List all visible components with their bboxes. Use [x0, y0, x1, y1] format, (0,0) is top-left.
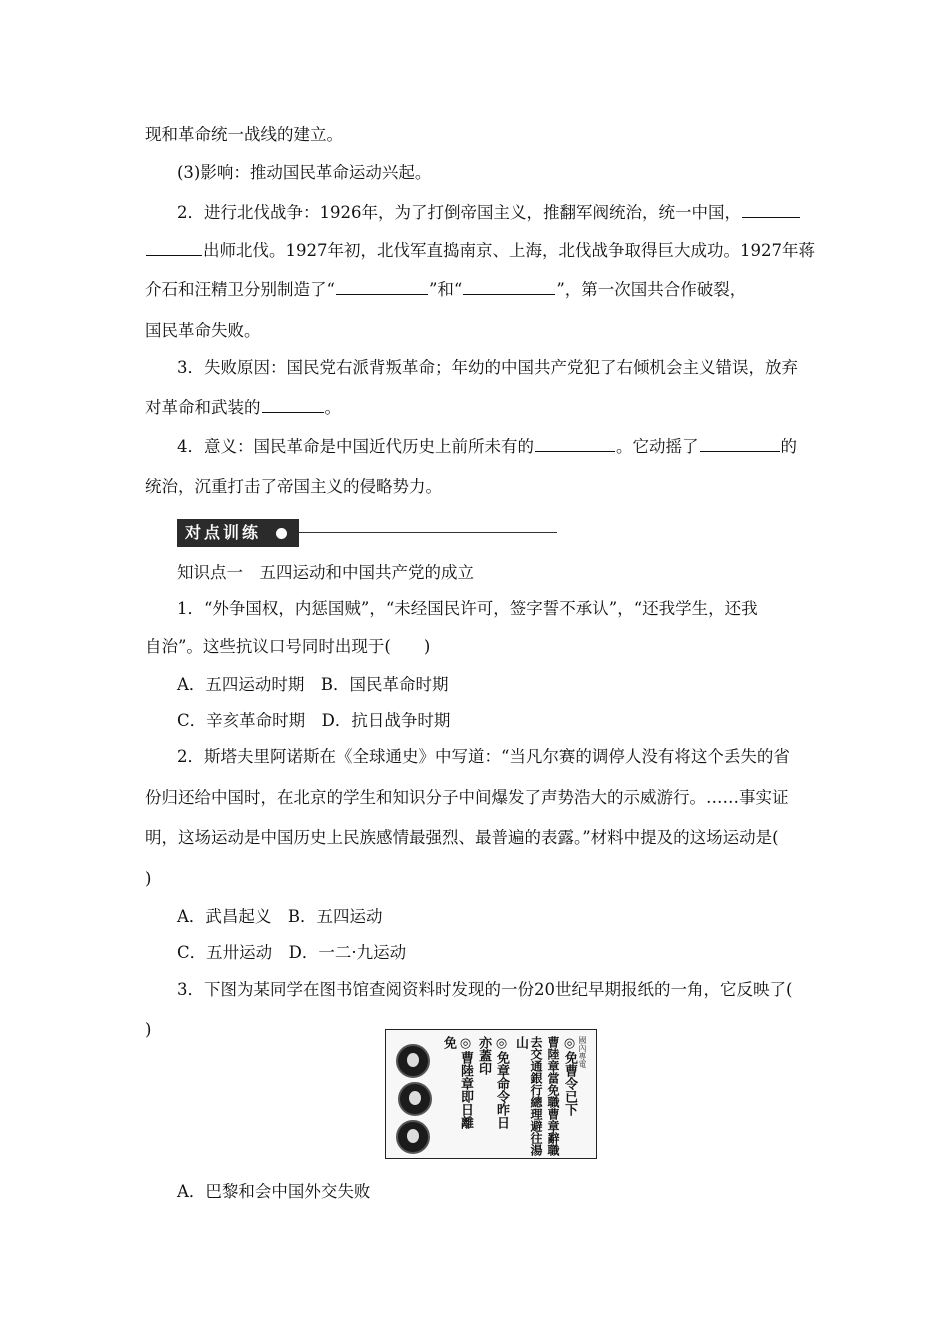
question-1-options-ab[interactable]: A．五四运动时期 B．国民革命时期 — [177, 675, 449, 694]
text-segment: 2．进行北伐战争：1926年，为了打倒帝国主义，推翻军阀统治，统一中国， — [177, 203, 741, 222]
paragraph-northern-expedition — [177, 202, 810, 224]
question-3-option-a[interactable]: A．巴黎和会中国外交失败 — [177, 1182, 371, 1201]
question-2-stem: 2．斯塔夫里阿诺斯在《全球通史》中写道：“当凡尔赛的调停人没有将这个丢失的省 — [177, 747, 790, 766]
answer-blank[interactable] — [535, 436, 615, 452]
portrait-photo — [396, 1120, 430, 1154]
bullet-dot-icon — [276, 528, 287, 539]
paragraph-significance — [177, 436, 842, 458]
text-segment: 出师北伐。1927年初，北伐军直捣南京、上海，北伐战争取得巨大成功。1927年蒋 — [203, 241, 815, 260]
knowledge-point-title: 知识点一 五四运动和中国共产党的成立 — [177, 563, 474, 582]
text-segment: 4．意义：国民革命是中国近代历史上前所未有的 — [177, 437, 534, 456]
newspaper-column: 國內專電 — [578, 1036, 587, 1068]
question-2-options-cd[interactable]: C．五卅运动 D．一二·九运动 — [177, 943, 407, 962]
newspaper-column: 曹陸章當免職曹章辭職 — [546, 1036, 560, 1156]
paragraph-line: 统治，沉重打击了帝国主义的侵略势力。 — [145, 477, 442, 496]
question-3-paren: ) — [145, 1020, 152, 1039]
paragraph-line: 国民革命失败。 — [145, 321, 261, 340]
portrait-photo — [396, 1044, 430, 1078]
newspaper-column: 山 — [513, 1036, 528, 1049]
question-1-stem-cont: 自治”。这些抗议口号同时出现于( ) — [145, 637, 431, 656]
paragraph-line — [145, 397, 810, 419]
answer-blank[interactable] — [463, 279, 555, 295]
answer-blank[interactable] — [336, 279, 428, 295]
question-1-options-cd[interactable]: C．辛亥革命时期 D．抗日战争时期 — [177, 711, 451, 730]
paragraph-line — [145, 240, 815, 262]
question-1-stem: 1．“外争国权，内惩国贼”，“未经国民许可，签字誓不承认”，“还我学生，还我 — [177, 599, 758, 618]
question-2-paren: ) — [145, 869, 152, 888]
newspaper-column: 去交通銀行總理避往湯 — [529, 1036, 543, 1156]
answer-blank[interactable] — [742, 202, 800, 218]
question-2-stem-cont: 明，这场运动是中国历史上民族感情最强烈、最普遍的表露。”材料中提及的这场运动是( — [145, 828, 779, 847]
text-segment: 。它动摇了 — [616, 437, 699, 456]
section-header: 对点训练 — [177, 519, 299, 547]
text-segment: 对革命和武装的 — [145, 398, 261, 417]
paragraph-line — [145, 279, 810, 301]
newspaper-column: ◎免曹令已下 — [562, 1036, 577, 1116]
question-2-options-ab[interactable]: A．武昌起义 B．五四运动 — [177, 907, 383, 926]
text-segment: ”，第一次国共合作破裂， — [556, 280, 747, 299]
text-segment: ”和“ — [428, 280, 463, 299]
answer-blank[interactable] — [700, 436, 780, 452]
newspaper-column: 亦蓋印 — [476, 1036, 491, 1075]
newspaper-column: ◎免章命令昨日 — [494, 1036, 509, 1129]
newspaper-column: 免 — [441, 1036, 456, 1049]
paragraph-impact: (3)影响：推动国民革命运动兴起。 — [177, 163, 432, 182]
header-divider — [299, 532, 557, 533]
text-segment: 的 — [780, 437, 797, 456]
paragraph-failure-reason: 3．失败原因：国民党右派背叛革命；年幼的中国共产党犯了右倾机会主义错误，放弃 — [177, 358, 798, 377]
text-segment: 介石和汪精卫分别制造了“ — [145, 280, 335, 299]
portrait-photo — [398, 1082, 432, 1116]
answer-blank[interactable] — [262, 397, 324, 413]
text-segment: 。 — [324, 398, 341, 417]
newspaper-clipping-image — [385, 1029, 597, 1159]
paragraph-line: 现和革命统一战线的建立。 — [145, 125, 343, 144]
answer-blank[interactable] — [146, 240, 202, 256]
question-3-stem: 3．下图为某同学在图书馆查阅资料时发现的一份20世纪早期报纸的一角，它反映了( — [177, 980, 793, 999]
question-2-stem-cont: 份归还给中国时，在北京的学生和知识分子中间爆发了声势浩大的示威游行。……事实证 — [145, 788, 789, 807]
newspaper-column: ◎曹陸章即日離 — [458, 1036, 473, 1129]
